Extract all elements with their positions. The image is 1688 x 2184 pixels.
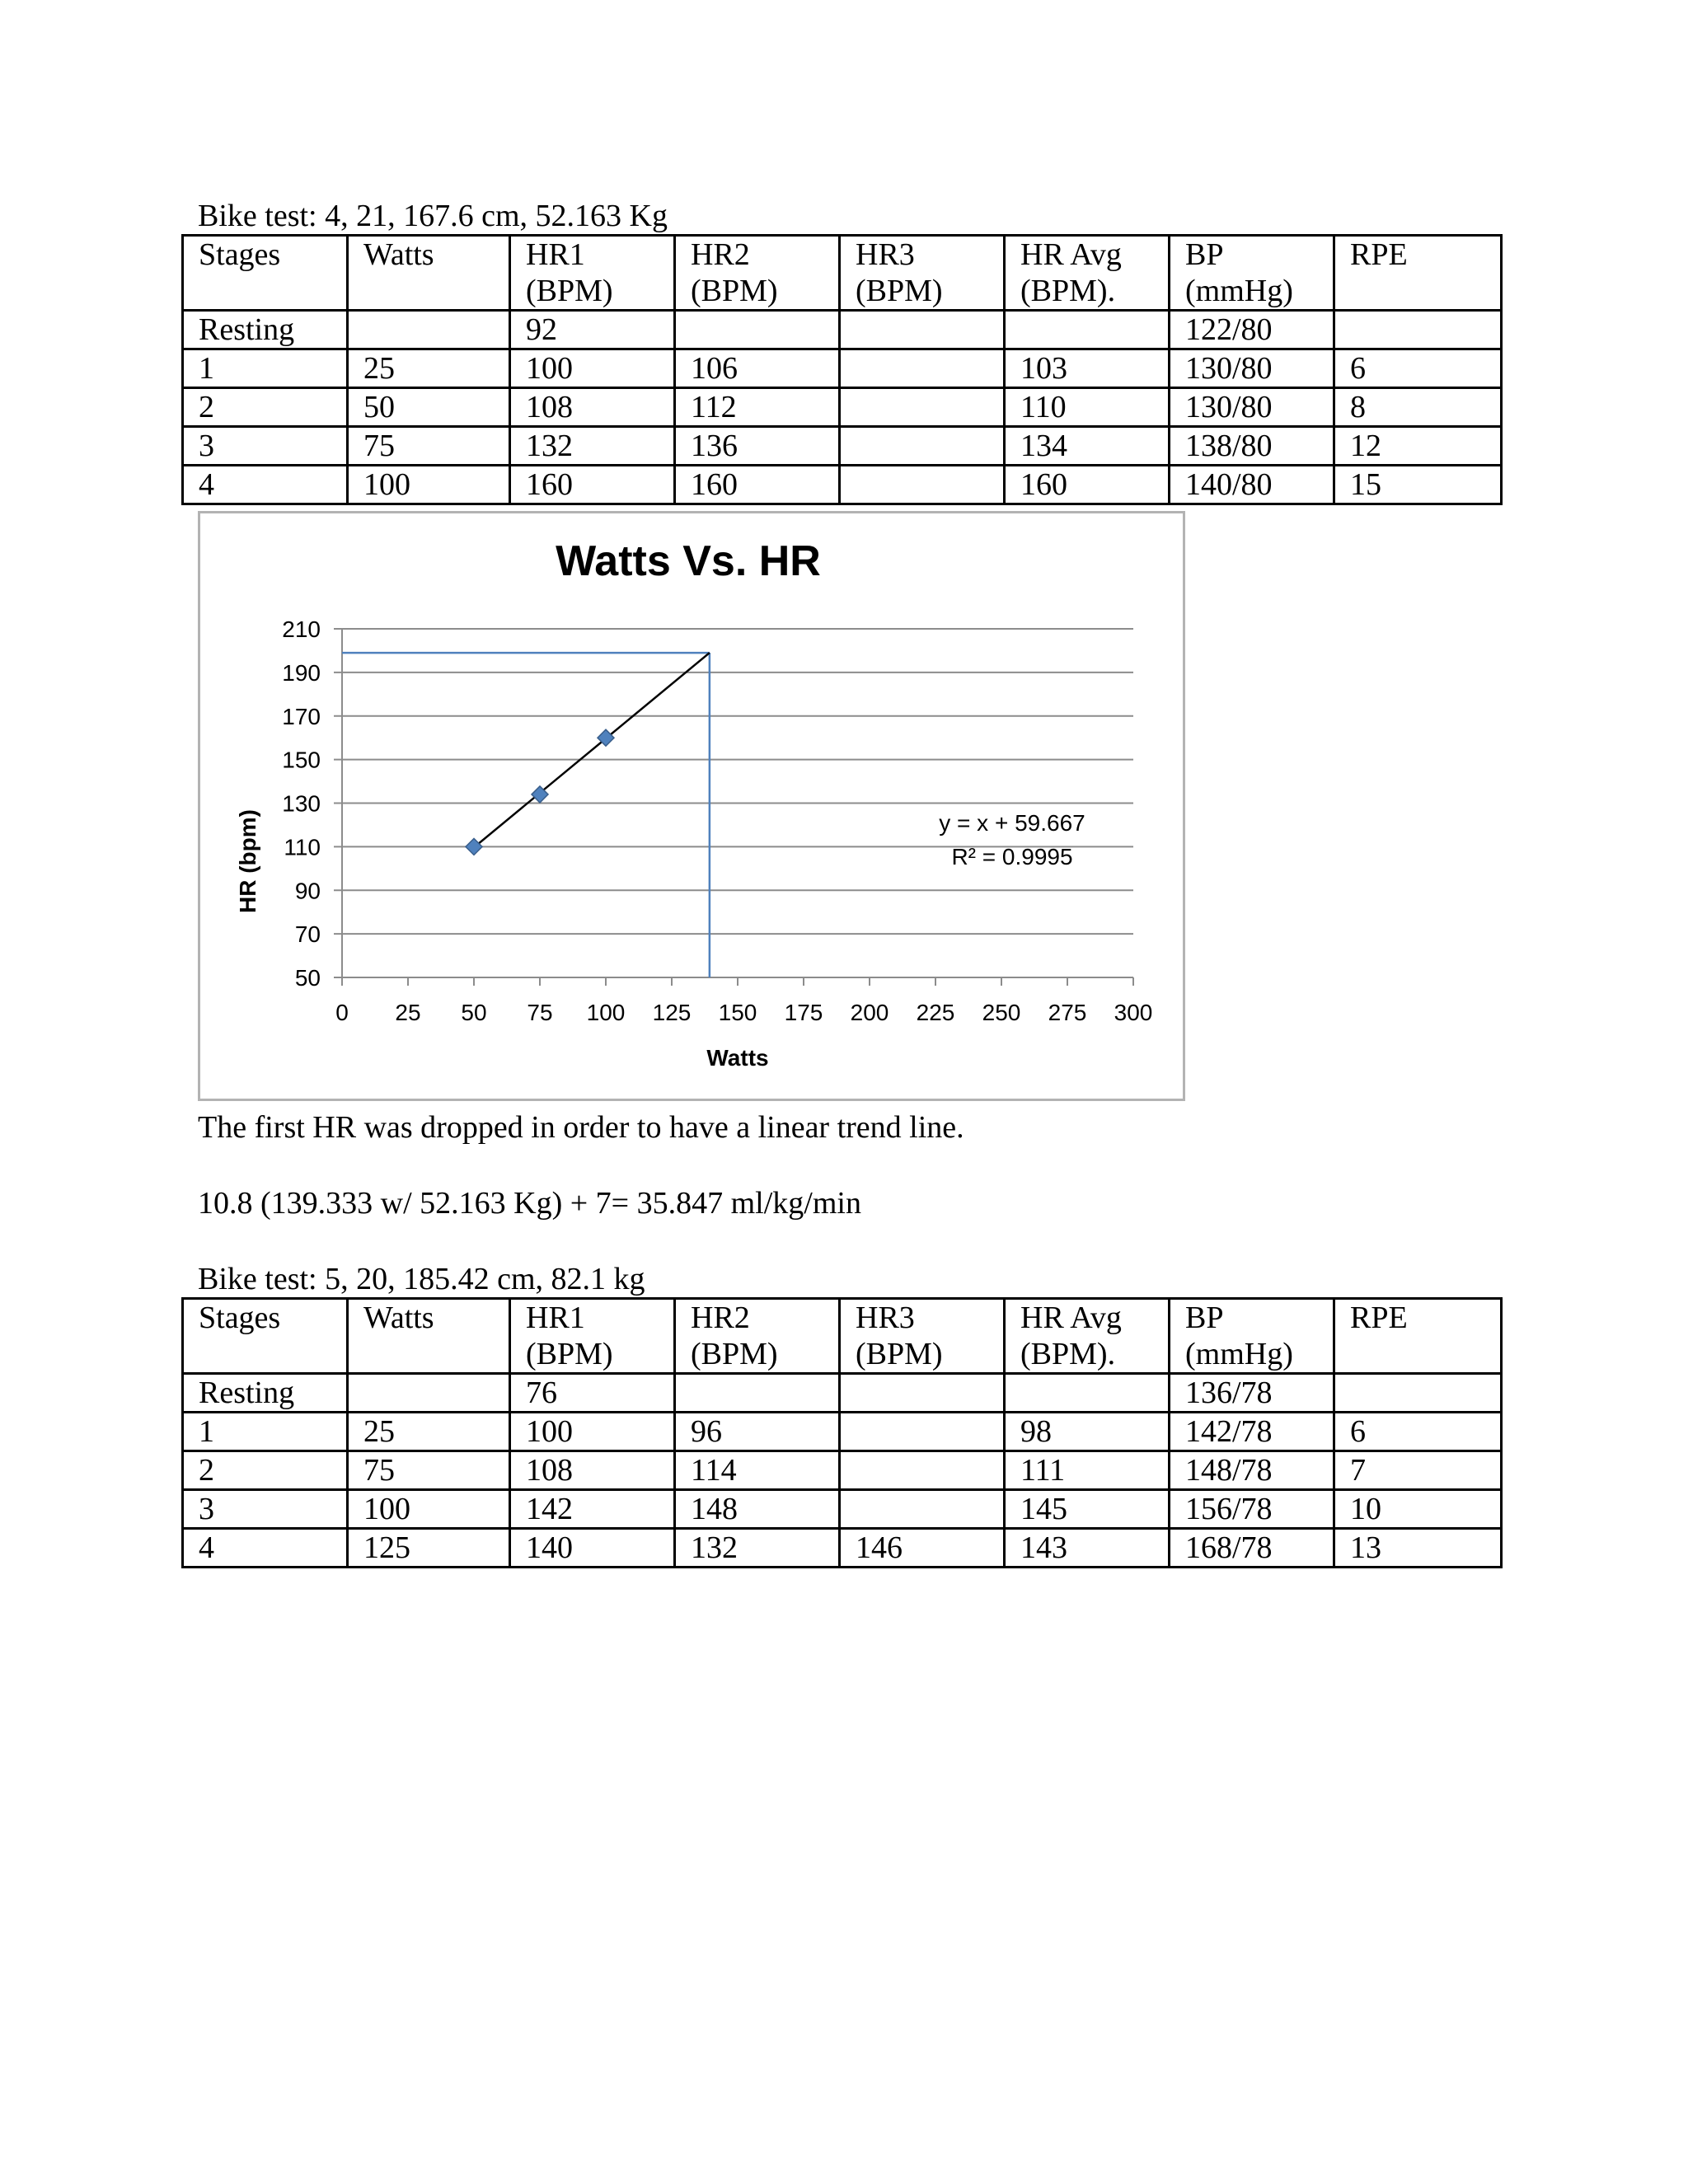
column-header: HR1 (BPM) (510, 236, 675, 311)
x-tick-label: 100 (586, 1000, 626, 1025)
column-header: Watts (348, 1299, 510, 1374)
table-cell (1005, 1374, 1170, 1413)
test2-table (181, 1297, 1503, 1568)
table-cell: Resting (183, 1374, 348, 1413)
table-row (183, 1413, 1502, 1451)
table-cell: 114 (675, 1451, 840, 1490)
table-cell: 112 (675, 388, 840, 427)
column-header: HR1 (BPM) (510, 1299, 675, 1374)
table-cell: 142/78 (1170, 1413, 1334, 1451)
table-cell: 106 (675, 349, 840, 388)
table-cell: 130/80 (1170, 388, 1334, 427)
table-cell: 7 (1334, 1451, 1502, 1490)
table-cell: 130/80 (1170, 349, 1334, 388)
table-cell: 98 (1005, 1413, 1170, 1451)
table-row (183, 349, 1502, 388)
y-tick-label: 210 (282, 616, 321, 642)
x-tick-label: 250 (982, 1000, 1021, 1025)
column-header: HR3 (BPM) (840, 1299, 1005, 1374)
column-header: BP (mmHg) (1170, 236, 1334, 311)
table-cell: 142 (510, 1490, 675, 1529)
table-cell (840, 1374, 1005, 1413)
table-row (183, 427, 1502, 466)
table-cell: 108 (510, 388, 675, 427)
table-cell (840, 1413, 1005, 1451)
table-cell: 111 (1005, 1451, 1170, 1490)
table-cell: 96 (675, 1413, 840, 1451)
table-cell (1005, 311, 1170, 349)
table-cell (348, 1374, 510, 1413)
table-cell (840, 427, 1005, 466)
test2-caption: Bike test: 5, 20, 185.42 cm, 82.1 kg (198, 1262, 645, 1296)
table-cell: 1 (183, 349, 348, 388)
x-tick-label: 275 (1048, 1000, 1087, 1025)
note-dropped-hr: The first HR was dropped in order to have a linear trend line. (198, 1110, 964, 1145)
table-cell: 8 (1334, 388, 1502, 427)
table-cell: 160 (675, 466, 840, 504)
table-row (183, 311, 1502, 349)
table-cell: Resting (183, 311, 348, 349)
y-tick-label: 110 (284, 834, 321, 860)
test1-caption: Bike test: 4, 21, 167.6 cm, 52.163 Kg (198, 199, 668, 233)
y-tick-label: 190 (282, 659, 321, 686)
y-tick-label: 170 (282, 703, 321, 729)
table-cell (840, 388, 1005, 427)
x-tick-label: 300 (1114, 1000, 1153, 1025)
table-cell: 6 (1334, 349, 1502, 388)
table-cell: 168/78 (1170, 1529, 1334, 1568)
column-header: RPE (1334, 236, 1502, 311)
table-cell (840, 349, 1005, 388)
table-cell: 10 (1334, 1490, 1502, 1529)
column-header: Stages (183, 1299, 348, 1374)
data-point (466, 838, 482, 855)
y-axis-label: HR (bpm) (235, 809, 260, 913)
column-header: HR Avg (BPM). (1005, 1299, 1170, 1374)
y-tick-label: 50 (294, 965, 321, 991)
chart-svg (200, 513, 1183, 1099)
table-cell: 132 (675, 1529, 840, 1568)
table-cell: 160 (1005, 466, 1170, 504)
table-cell: 110 (1005, 388, 1170, 427)
table-cell: 100 (348, 1490, 510, 1529)
chart-title: Watts Vs. HR (556, 537, 821, 585)
column-header: HR2 (BPM) (675, 236, 840, 311)
table-row (183, 466, 1502, 504)
table-cell (675, 311, 840, 349)
table-cell: 76 (510, 1374, 675, 1413)
watts-vs-hr-chart (198, 511, 1185, 1101)
table-cell (840, 311, 1005, 349)
table-cell: 160 (510, 466, 675, 504)
x-tick-label: 25 (395, 1000, 421, 1025)
x-tick-label: 175 (784, 1000, 823, 1025)
table-cell: 6 (1334, 1413, 1502, 1451)
table-cell: 100 (510, 349, 675, 388)
test1-table (181, 234, 1503, 505)
y-tick-label: 70 (294, 921, 321, 948)
column-header: Watts (348, 236, 510, 311)
trendline-r-squared: R² = 0.9995 (951, 844, 1073, 869)
table-cell: 100 (510, 1413, 675, 1451)
table-cell: 3 (183, 427, 348, 466)
table-cell: 148 (675, 1490, 840, 1529)
y-tick-label: 150 (282, 747, 321, 773)
x-tick-label: 75 (527, 1000, 553, 1025)
table-cell: 138/80 (1170, 427, 1334, 466)
trendline (474, 653, 710, 847)
table-cell: 156/78 (1170, 1490, 1334, 1529)
x-tick-label: 200 (850, 1000, 889, 1025)
table-cell: 4 (183, 466, 348, 504)
x-tick-label: 125 (652, 1000, 692, 1025)
table-cell: 1 (183, 1413, 348, 1451)
table-cell: 75 (348, 427, 510, 466)
table-cell (840, 466, 1005, 504)
column-header: Stages (183, 236, 348, 311)
table-cell (840, 1451, 1005, 1490)
x-tick-label: 50 (461, 1000, 487, 1025)
x-tick-label: 0 (335, 1000, 349, 1025)
table-cell: 145 (1005, 1490, 1170, 1529)
table-cell (1334, 311, 1502, 349)
table-row (183, 388, 1502, 427)
table-cell: 136/78 (1170, 1374, 1334, 1413)
table-cell: 108 (510, 1451, 675, 1490)
table-cell: 148/78 (1170, 1451, 1334, 1490)
table-cell: 75 (348, 1451, 510, 1490)
table-cell (675, 1374, 840, 1413)
table-cell: 50 (348, 388, 510, 427)
table-row (183, 1451, 1502, 1490)
table-header-row (183, 236, 1502, 311)
table-cell: 143 (1005, 1529, 1170, 1568)
table-cell: 25 (348, 349, 510, 388)
y-tick-label: 90 (294, 878, 321, 904)
table-cell: 100 (348, 466, 510, 504)
y-tick-label: 130 (282, 790, 321, 817)
table-cell: 12 (1334, 427, 1502, 466)
table-cell: 146 (840, 1529, 1005, 1568)
table-cell: 136 (675, 427, 840, 466)
table-cell (348, 311, 510, 349)
column-header: HR Avg (BPM). (1005, 236, 1170, 311)
table-cell: 2 (183, 1451, 348, 1490)
table-row (183, 1374, 1502, 1413)
trendline-equation: y = x + 59.667 (939, 810, 1085, 836)
table-row (183, 1490, 1502, 1529)
table-cell: 4 (183, 1529, 348, 1568)
table-cell: 2 (183, 388, 348, 427)
table-cell: 140/80 (1170, 466, 1334, 504)
table-cell: 92 (510, 311, 675, 349)
x-tick-label: 225 (916, 1000, 955, 1025)
table-cell: 15 (1334, 466, 1502, 504)
table-cell: 125 (348, 1529, 510, 1568)
table-cell (840, 1490, 1005, 1529)
table-cell: 134 (1005, 427, 1170, 466)
table-cell: 140 (510, 1529, 675, 1568)
x-tick-label: 150 (718, 1000, 757, 1025)
table-cell: 103 (1005, 349, 1170, 388)
column-header: RPE (1334, 1299, 1502, 1374)
table-cell: 122/80 (1170, 311, 1334, 349)
column-header: HR3 (BPM) (840, 236, 1005, 311)
note-vo2-calculation: 10.8 (139.333 w/ 52.163 Kg) + 7= 35.847 ml/kg/min (198, 1186, 861, 1221)
table-cell: 13 (1334, 1529, 1502, 1568)
table-cell: 3 (183, 1490, 348, 1529)
column-header: BP (mmHg) (1170, 1299, 1334, 1374)
table-cell (1334, 1374, 1502, 1413)
x-axis-label: Watts (706, 1045, 769, 1071)
table-cell: 132 (510, 427, 675, 466)
table-cell: 25 (348, 1413, 510, 1451)
table-row (183, 1529, 1502, 1568)
table-header-row (183, 1299, 1502, 1374)
column-header: HR2 (BPM) (675, 1299, 840, 1374)
